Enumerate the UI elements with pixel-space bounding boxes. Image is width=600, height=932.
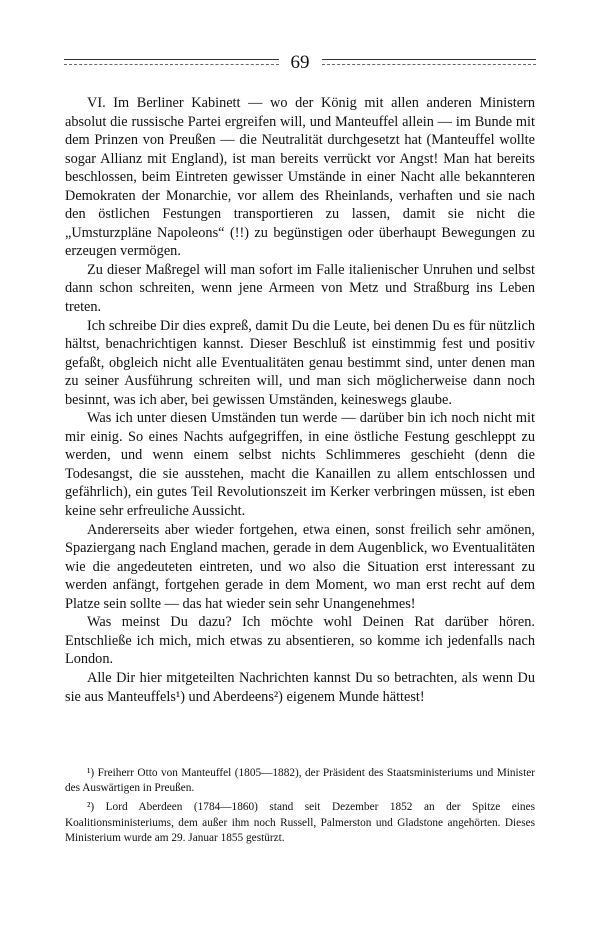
footnote: ²) Lord Aberdeen (1784—1860) stand seit Dezember 1852 an der Spitze eines Koalitionsministeriums, dem außer ihm noch Russell, Palmerston und Gladstone angehörten. Dieses Ministerium wurde am 29. Januar 1855 gestürzt. (65, 801, 535, 844)
header-rule-left (64, 59, 279, 65)
footnote: ¹) Freiherr Otto von Manteuffel (1805—1882), der Präsident des Staatsministeriums und Minister des Auswärtigen in Preußen. (65, 767, 535, 795)
paragraph: Andererseits aber wieder fortgehen, etwa einen, sonst freilich sehr amönen, Spaziergang nach England machen, gerade in dem Augenblick, wo Eventualitäten wie die angedeuteten eintreten, und wo also die Situation erst interessant zu werden anfängt, fortgehen gerade in dem Moment, wo man erst recht auf dem Platze sein sollte — das hat wieder sein sehr Unangenehmes! (65, 521, 535, 612)
main-text (65, 94, 535, 706)
paragraph: Alle Dir hier mitgeteilten Nachrichten kannst Du so betrachten, als wenn Du sie aus Manteuffels¹) und Aberdeens²) eigenem Munde hättest! (65, 669, 535, 705)
paragraph: Ich schreibe Dir dies expreß, damit Du die Leute, bei denen Du es für nützlich hältst, benachrichtigen kannst. Dieser Beschluß ist einstimmig fest und positiv gefaßt, obgleich nicht alle Eventualitäten genau bestimmt sind, unter denen man zu seiner Ausführung schreiten will, und man sich möglicherweise dann noch besinnt, was ich aber, bei gewissen Umständen, keineswegs glaube. (65, 317, 535, 408)
paragraph: VI. Im Berliner Kabinett — wo der König mit allen anderen Ministern absolut die russische Partei ergreifen will, und Manteuffel allein — im Bunde mit dem Prinzen von Preußen — die Neutralität durchgesetzt hat (Manteuffel wollte sogar Allianz mit England), ist man bereits verrückt vor Angst! Man hat bereits beschlossen, beim Eintreten gewisser Umstände in einer Nacht alle bekannteren Demokraten der Monarchie, vor allem des Rheinlands, verhaften und sie nach den östlichen Festungen transportieren zu lassen, damit sie nicht die „Umsturzpläne Napoleons“ (!!) zu begünstigen oder überhaupt Bewegungen zu erzeugen vermögen. (65, 95, 535, 260)
paragraph: Was meinst Du dazu? Ich möchte wohl Deinen Rat darüber hören. Entschließe ich mich, mich etwas zu absentieren, so komme ich jedenfalls nach London. (65, 614, 535, 668)
footnotes (65, 766, 535, 850)
page-number: 69 (290, 51, 310, 73)
header-rule-right (322, 59, 537, 65)
page-header (64, 50, 536, 74)
paragraph: Zu dieser Maßregel will man sofort im Falle italienischer Unruhen und selbst dann schon schreiten, wenn jene Armeen von Metz und Straßburg ins Leben treten. (65, 261, 535, 316)
paragraph: Was ich unter diesen Umständen tun werde — darüber bin ich noch nicht mit mir einig. So eines Nachts aufgegriffen, in eine östliche Festung geschleppt zu werden, und wenn einem selbst nichts Schlimmeres geschieht (denn die Todesangst, die sie ausstehen, macht die Kanaillen zu allem entschlossen und gefährlich), ein gutes Teil Revolutionszeit im Kerker verbringen müssen, ist eben keine sehr erfreuliche Aussicht. (65, 410, 535, 520)
